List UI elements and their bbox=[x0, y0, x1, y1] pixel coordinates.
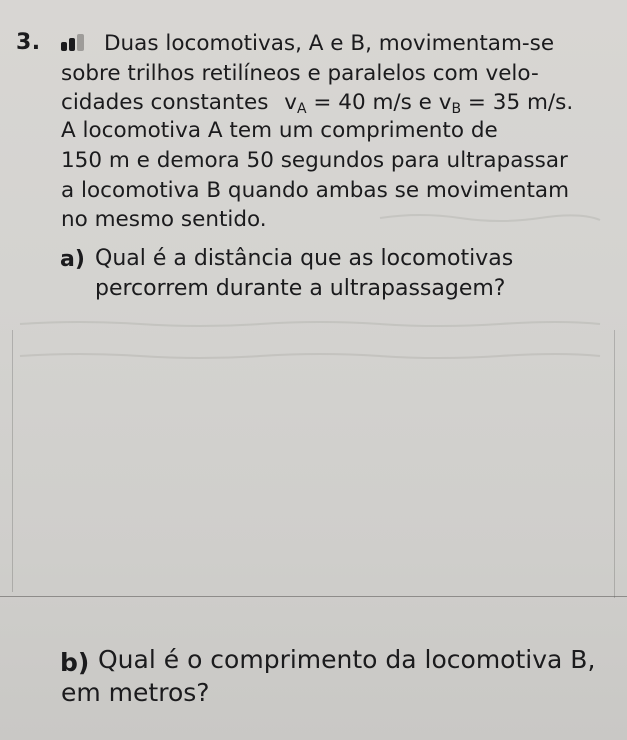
question-a-line-2: percorrem durante a ultrapassagem? bbox=[95, 276, 506, 301]
velocity-connector: e bbox=[411, 90, 439, 115]
velocity-a-value: = 40 m/s bbox=[306, 90, 412, 115]
problem-line-4: A locomotiva A tem um comprimento de bbox=[61, 118, 498, 143]
question-a-label: a) bbox=[60, 247, 85, 272]
velocity-b bbox=[439, 90, 573, 115]
answer-area-left-edge bbox=[12, 330, 13, 592]
question-b-line-1: Qual é o comprimento da locomotiva B, bbox=[98, 645, 596, 674]
velocity-b-subscript: B bbox=[451, 101, 462, 117]
problem-line-6: a locomotiva B quando ambas se movimentam bbox=[61, 178, 570, 203]
question-b-label: b) bbox=[60, 648, 90, 677]
velocity-b-symbol: v bbox=[438, 90, 452, 115]
velocity-a-subscript: A bbox=[297, 101, 307, 117]
problem-line-7: no mesmo sentido. bbox=[61, 207, 267, 232]
problem-line-5: 150 m e demora 50 segundos para ultrapassar bbox=[61, 148, 568, 173]
difficulty-bars-icon bbox=[59, 33, 92, 53]
answer-area-right-edge bbox=[614, 330, 615, 598]
answer-area-divider bbox=[0, 596, 627, 597]
velocity-a bbox=[275, 90, 412, 115]
problem-number: 3. bbox=[16, 30, 41, 55]
problem-line-1: Duas locomotivas, A e B, movimentam-se bbox=[104, 31, 555, 56]
problem-line-2: sobre trilhos retilíneos e paralelos com velo- bbox=[61, 61, 539, 86]
question-b-line-2: em metros? bbox=[61, 678, 210, 707]
question-a-line-1: Qual é a distância que as locomotivas bbox=[95, 246, 514, 271]
velocity-b-value: = 35 m/s. bbox=[461, 90, 574, 115]
velocity-a-symbol: v bbox=[284, 90, 297, 115]
problem-line-3-text: cidades constantes bbox=[61, 90, 269, 115]
